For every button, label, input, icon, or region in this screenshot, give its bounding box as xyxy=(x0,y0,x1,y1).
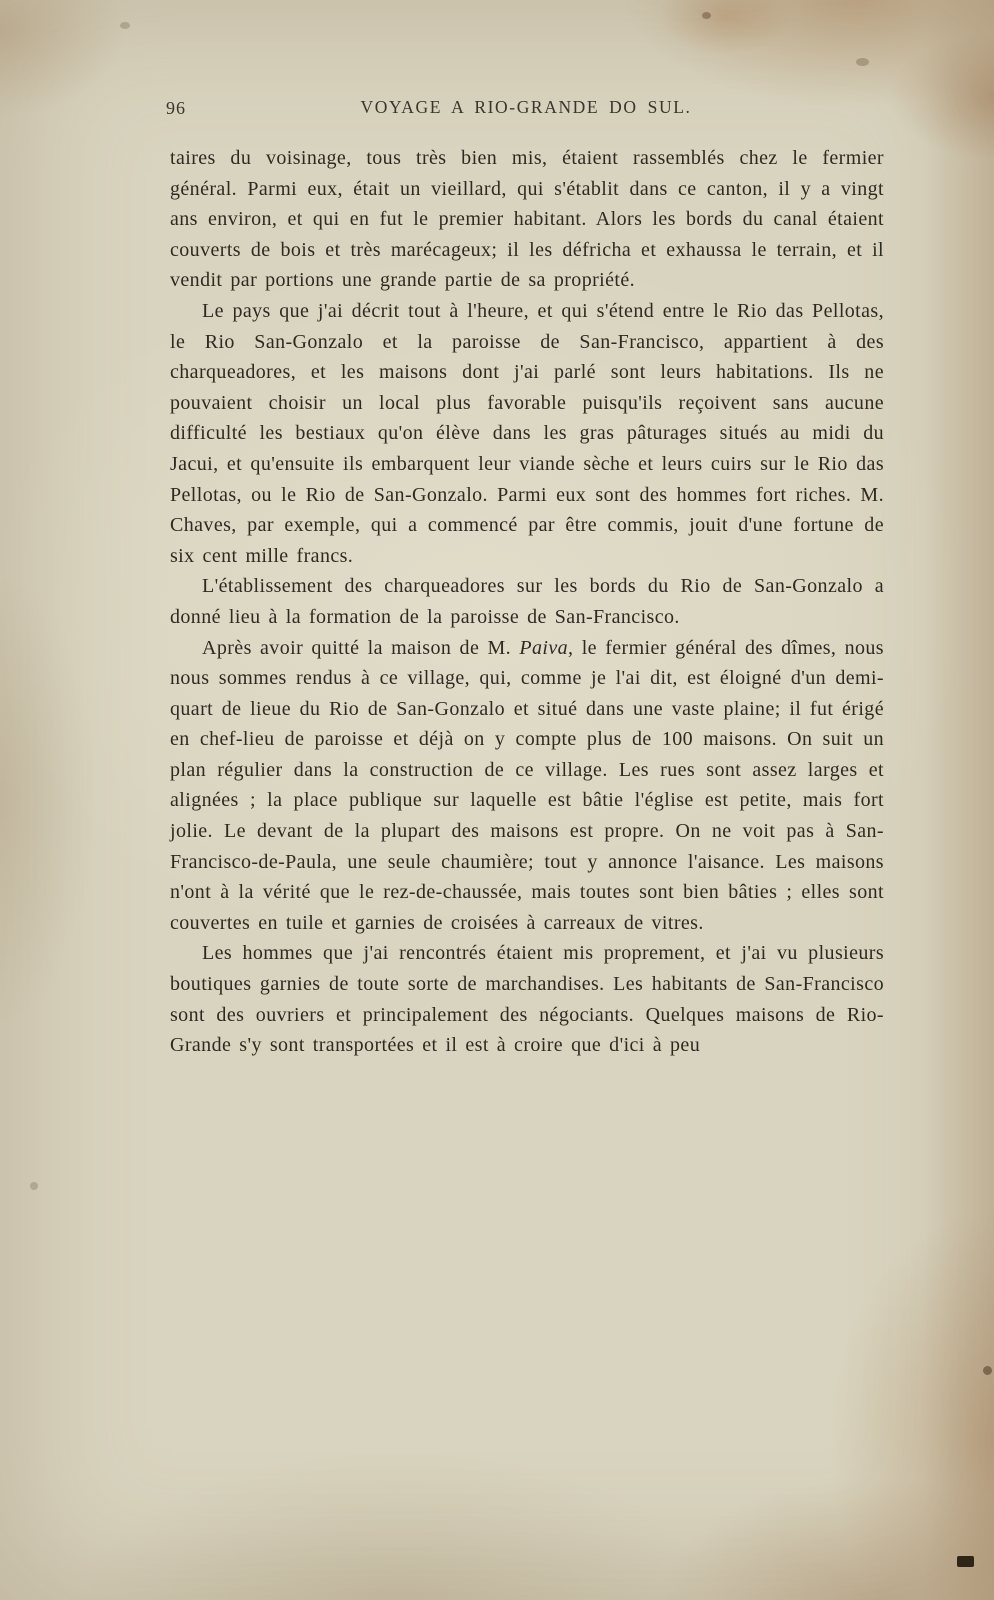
paragraph xyxy=(170,296,884,571)
paper-stain xyxy=(702,12,711,19)
text-run: Les hommes que j'ai rencontrés étaient mis proprement, et j'ai vu plusieurs boutiques garnies de toute sorte de marchandises. Les habitants de San-Francisco sont des ouvriers et principalement des négociants. Quelques maisons de Rio-Grande s'y sont transportées et il est à croire que d'ici à peu xyxy=(170,942,884,1057)
paper-stain xyxy=(983,1366,992,1375)
text-run: Le pays que j'ai décrit tout à l'heure, et qui s'étend entre le Rio das Pellotas, le Rio San-Gonzalo et la paroisse de San-Francisco, appartient à des charqueadores, et les maisons dont j'ai parlé sont leurs habitations. Ils ne pouvaient choisir un local plus favorable puisqu'ils reçoivent sans aucune difficulté les bestiaux qu'on élève dans les gras pâturages situés au midi du Jacui, et qu'ensuite ils embarquent leur viande sèche et leurs cuirs sur le Rio das Pellotas, ou le Rio de San-Gonzalo. Parmi eux sont des hommes fort riches. M. Chaves, par exemple, qui a commencé par être commis, jouit d'une fortune de six cent mille francs. xyxy=(170,299,884,567)
paragraph xyxy=(170,938,884,1060)
ink-mark xyxy=(957,1556,974,1567)
text-run: le fermier général des dîmes, nous nous sommes rendus à ce village, qui, comme je l'ai dit, est éloigné d'un demi-quart de lieue du Rio de San-Gonzalo et situé dans une vaste plaine; il fut érigé en chef-lieu de paroisse et déjà on y compte plus de 100 maisons. On suit un plan régulier dans la construction de ce village. Les rues sont assez larges et alignées ; la place publique sur laquelle est bâtie l'église est petite, mais fort jolie. Le devant de la plupart des maisons est propre. On ne voit pas à San-Francisco-de-Paula, une seule chaumière; tout y annonce l'aisance. Les maisons n'ont à la vérité que le rez-de-chaussée, mais toutes sont bien bâties ; elles sont couvertes en tuile et garnies de croisées à carreaux de vitres. xyxy=(170,636,884,934)
paper-stain xyxy=(30,1182,38,1190)
paragraph xyxy=(170,571,884,632)
page-header xyxy=(166,97,882,123)
text-run: taires du voisinage, tous très bien mis, étaient rassemblés chez le fermier général. Parmi eux, était un vieillard, qui s'établit dans ce canton, il y a vingt ans environ, et qui en fut le premier habitant. Alors les bords du canal étaient couverts de bois et très marécageux; il les défricha et exhaussa le terrain, et il vendit par portions une grande partie de sa propriété. xyxy=(170,147,884,292)
paragraph xyxy=(170,143,884,296)
text-run: L'établissement des charqueadores sur les bords du Rio de San-Gonzalo a donné lieu à la formation de la paroisse de San-Francisco. xyxy=(170,575,884,628)
paper-stain xyxy=(120,22,130,29)
italic-text: Paiva, xyxy=(519,636,574,659)
running-title: VOYAGE A RIO-GRANDE DO SUL. xyxy=(360,97,692,117)
page-body xyxy=(170,143,884,1061)
paper-stain xyxy=(856,58,869,66)
paragraph xyxy=(170,633,884,939)
text-run: Après avoir quitté la maison de M. xyxy=(202,636,520,659)
page-number: 96 xyxy=(166,98,186,118)
